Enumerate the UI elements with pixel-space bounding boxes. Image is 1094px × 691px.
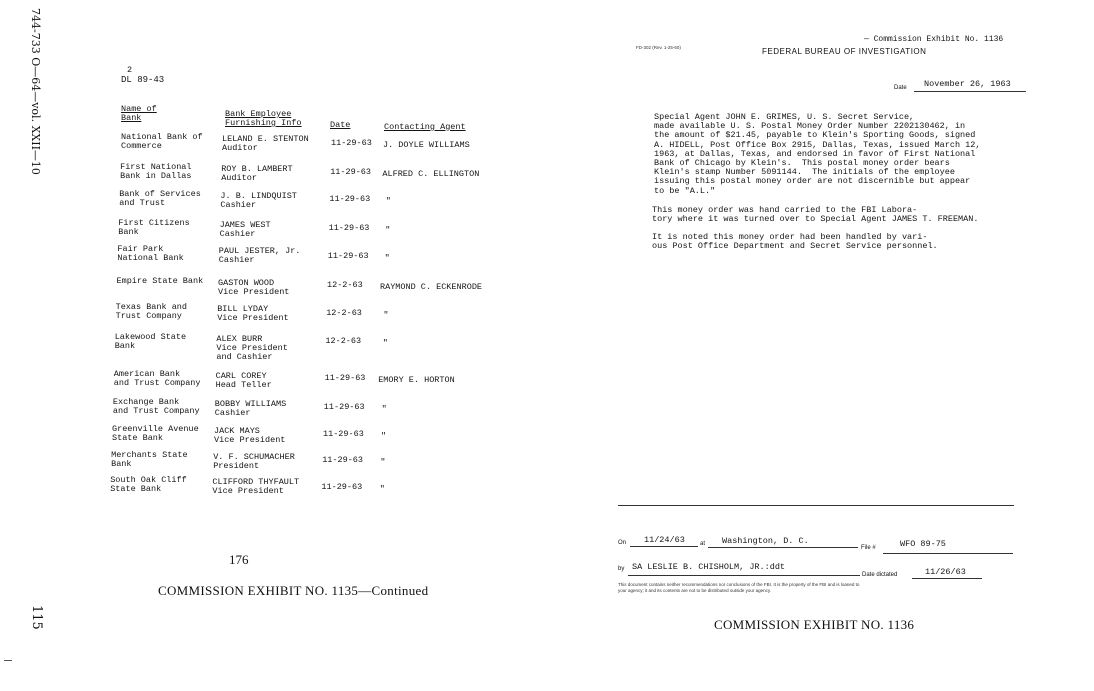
table-cell-agent: ": [381, 404, 387, 414]
table-cell-employee: J. B. LINDQUIST Cashier: [220, 191, 297, 210]
header-date: Date: [330, 120, 351, 130]
table-cell-bank: Merchants State Bank: [111, 450, 188, 469]
left-page-number: 176: [229, 552, 249, 567]
on-value: 11/24/63: [644, 535, 685, 545]
table-cell-agent: ": [384, 253, 390, 263]
table-cell-agent: RAYMOND C. ECKENRODE: [380, 282, 483, 292]
on-label: On: [618, 540, 627, 546]
header-agent: Contacting Agent: [384, 122, 466, 132]
agency-name: FEDERAL BUREAU OF INVESTIGATION: [762, 47, 927, 56]
table-cell-date: 11-29-63: [331, 138, 372, 148]
table-cell-agent: EMORY E. HORTON: [378, 375, 455, 385]
table-cell-employee: PAUL JESTER, Jr. Cashier: [218, 246, 301, 265]
date-underline: [914, 91, 1026, 92]
table-cell-date: 12-2-63: [327, 280, 363, 290]
paragraph-2: This money order was hand carried to the FBI Labora- tory where it was turned over to Special Agent JAMES T. FREEMAN.: [652, 205, 979, 225]
header-employee: Bank Employee Furnishing Info: [225, 109, 302, 128]
table-cell-date: 12-2-63: [326, 308, 362, 318]
table-cell-agent: ": [379, 484, 385, 494]
table-cell-employee: GASTON WOOD Vice President: [218, 278, 290, 297]
table-cell-date: 11-29-63: [321, 482, 363, 492]
at-underline: [708, 547, 858, 548]
table-cell-bank: American Bank and Trust Company: [113, 369, 201, 388]
table-cell-bank: National Bank of Commerce: [121, 132, 203, 151]
table-cell-date: 11-29-63: [330, 167, 371, 177]
table-cell-date: 11-29-63: [323, 429, 364, 439]
table-cell-employee: V. F. SCHUMACHER President: [213, 452, 295, 471]
form-number: FD-302 (Rev. 1-25-60): [636, 45, 681, 50]
header-bank: Name of Bank: [121, 104, 157, 123]
paragraph-3: It is noted this money order had been handled by vari- ous Post Office Department and Secret Service personnel.: [652, 232, 938, 252]
table-cell-date: 11-29-63: [323, 402, 365, 412]
date-value: November 26, 1963: [924, 79, 1011, 89]
table-cell-agent: ": [380, 457, 386, 467]
date-label: Date: [894, 85, 907, 91]
table-cell-employee: ALEX BURR Vice President and Cashier: [216, 334, 288, 362]
disclaimer: This document contains neither recommendations nor conclusions of the FBI. It is the property of the FBI and is loaned to your agency; it and its contents are not to be distributed outside your agency.: [618, 582, 860, 593]
by-value: SA LESLIE B. CHISHOLM, JR.:ddt: [632, 562, 786, 572]
paragraph-1: Special Agent JOHN E. GRIMES, U. S. Secret Service, made available U. S. Postal Money Order Number 2202130462, in the amount of $21.45, payable to Klein's Sporting Goods, signed A. HIDELL, Post Office Box 2915, Dallas, Texas, issued March 12, 1963, at Dallas, Texas, and endorsed in favor of First National Bank of Chicago by Klein's. This postal money order bears Klein's stamp Number 5091144. The initials of the employee issuing this postal money order are not discernible but appear to be "A.L.": [654, 112, 981, 196]
footer-separator: [618, 505, 1014, 506]
table-cell-date: 12-2-63: [325, 336, 362, 346]
table-cell-employee: JACK MAYS Vice President: [214, 426, 286, 445]
table-cell-date: 11-29-63: [324, 373, 366, 383]
table-cell-employee: LELAND E. STENTON Auditor: [222, 134, 309, 153]
margin-page-number: 115: [29, 605, 44, 630]
exhibit-header: — Commission Exhibit No. 1136: [864, 35, 1004, 44]
on-underline: [630, 546, 698, 547]
table-cell-date: 11-29-63: [327, 251, 369, 261]
table-cell-bank: Exchange Bank and Trust Company: [112, 397, 200, 416]
table-cell-agent: ": [385, 196, 391, 206]
right-caption: COMMISSION EXHIBIT NO. 1136: [714, 617, 915, 632]
table-cell-bank: First Citizens Bank: [118, 218, 190, 237]
table-cell-agent: ": [383, 310, 389, 320]
table-cell-bank: Fair Park National Bank: [117, 244, 184, 263]
table-cell-date: 11-29-63: [322, 455, 363, 465]
table-cell-employee: BILL LYDAY Vice President: [217, 304, 289, 323]
at-label: at: [700, 541, 706, 547]
table-cell-agent: J. DOYLE WILLIAMS: [383, 140, 470, 150]
table-cell-agent: ": [385, 225, 391, 235]
by-label: by: [618, 566, 625, 572]
table-cell-employee: CLIFFORD THYFAULT Vice President: [212, 477, 300, 496]
dictated-label: Date dictated: [862, 572, 898, 578]
at-value: Washington, D. C.: [722, 536, 809, 546]
table-cell-bank: Texas Bank and Trust Company: [115, 302, 188, 321]
table-cell-employee: CARL COREY Head Teller: [215, 371, 272, 390]
margin-volume-reference: 744-733 O—64—vol. XXII—10: [29, 8, 42, 175]
table-cell-employee: ROY B. LAMBERT Auditor: [221, 164, 293, 183]
table-cell-employee: JAMES WEST Cashier: [219, 220, 271, 239]
table-cell-bank: First National Bank in Dallas: [120, 162, 192, 181]
dictated-value: 11/26/63: [925, 567, 966, 577]
table-cell-agent: ALFRED C. ELLINGTON: [382, 169, 480, 179]
margin-dash: [4, 660, 12, 661]
file-underline: [883, 553, 1013, 554]
table-cell-bank: Empire State Bank: [116, 276, 204, 286]
dictated-underline: [912, 578, 982, 579]
table-cell-employee: BOBBY WILLIAMS Cashier: [214, 399, 287, 418]
left-caption: COMMISSION EXHIBIT NO. 1135—Continued: [158, 583, 429, 598]
file-ref-superscript: 2: [127, 65, 133, 75]
table-cell-agent: ": [381, 431, 387, 441]
file-reference: DL 89-43: [121, 75, 165, 85]
file-label: File #: [861, 545, 876, 551]
table-cell-bank: Bank of Services and Trust: [119, 189, 201, 208]
file-value: WFO 89-75: [900, 539, 946, 549]
by-underline: [628, 575, 860, 576]
table-cell-bank: Lakewood State Bank: [114, 332, 187, 351]
table-cell-bank: Greenville Avenue State Bank: [112, 424, 199, 443]
table-cell-bank: South Oak Cliff State Bank: [110, 475, 187, 494]
table-cell-date: 11-29-63: [328, 223, 370, 233]
table-cell-agent: ": [382, 338, 388, 348]
table-cell-date: 11-29-63: [329, 194, 371, 204]
